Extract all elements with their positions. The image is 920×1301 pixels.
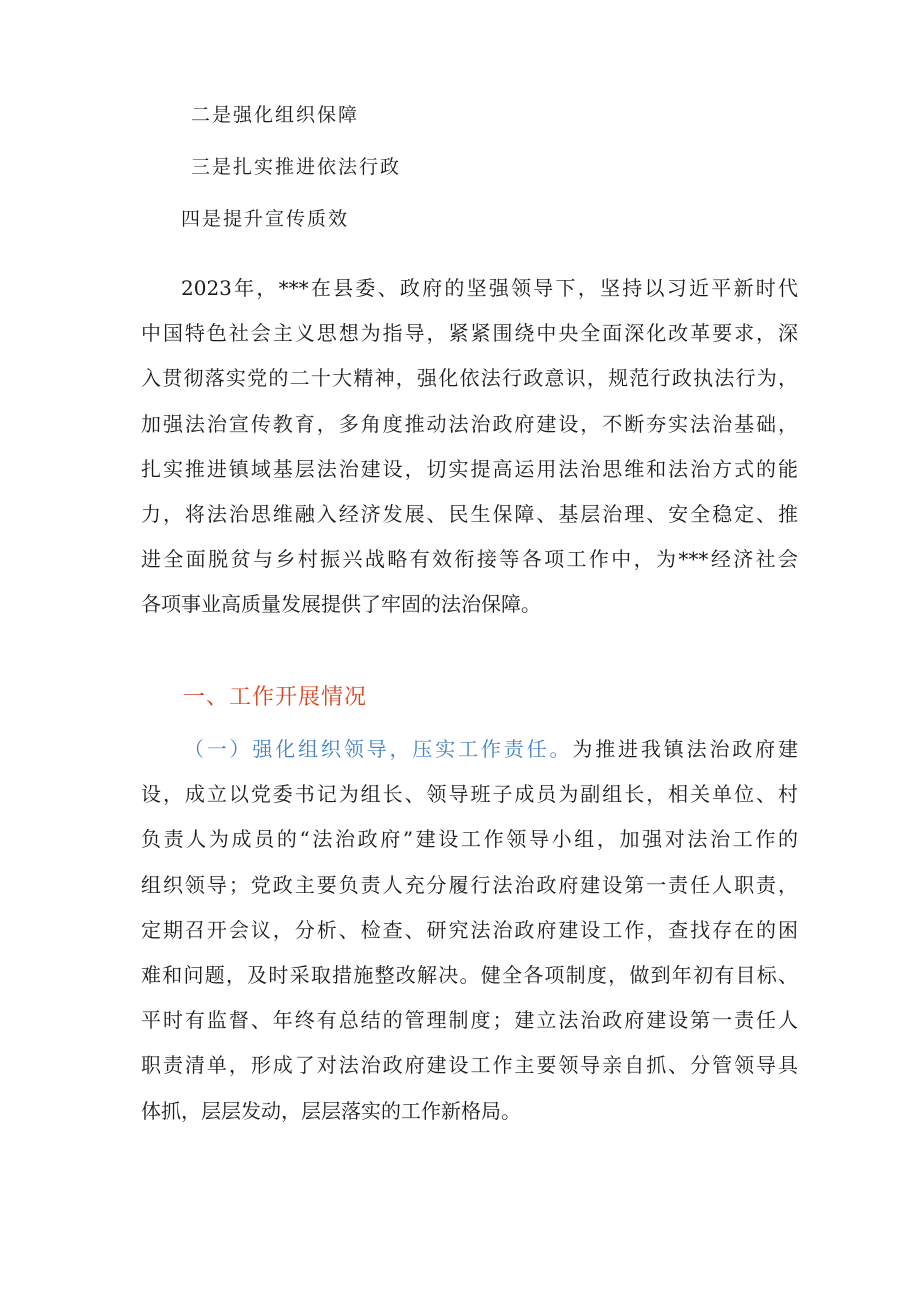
intro-line: 各项事业高质量发展提供了牢固的法治保障。: [141, 592, 541, 617]
subsection-line: 平时有监督、年终有总结的管理制度；建立法治政府建设第一责任人: [141, 1008, 798, 1033]
intro-line: 中国特色社会主义思想为指导，紧紧围绕中央全面深化改革要求，深: [141, 321, 798, 346]
subsection-line: 职责清单，形成了对法治政府建设工作主要领导亲自抓、分管领导具: [141, 1053, 798, 1078]
subsection-line: 负责人为成员的“法治政府”建设工作领导小组，加强对法治工作的: [141, 827, 798, 852]
subsection-paragraph: [141, 727, 798, 1134]
intro-paragraph: [141, 266, 798, 628]
subsection-line: 体抓，层层发动，层层落实的工作新格局。: [141, 1098, 521, 1123]
intro-line: 力，将法治思维融入经济发展、民生保障、基层治理、安全稳定、推: [141, 502, 798, 527]
section-heading: 一、工作开展情况: [183, 685, 368, 710]
intro-line: 入贯彻落实党的二十大精神，强化依法行政意识，规范行政执法行为，: [141, 366, 798, 391]
subsection-heading: （一）强化组织领导，压实工作责任。: [181, 737, 573, 761]
subsection-line: 设，成立以党委书记为组长、领导班子成员为副组长，相关单位、村: [141, 782, 798, 807]
subsection-line: 难和问题，及时采取措施整改解决。健全各项制度，做到年初有目标、: [141, 963, 798, 988]
toc-item-2: 二是强化组织保障: [191, 104, 360, 126]
subsection-first-line: （一）强化组织领导，压实工作责任。为推进我镇法治政府建: [181, 737, 798, 761]
toc-item-3: 三是扎实推进依法行政: [191, 156, 402, 178]
subsection-line: 组织领导；党政主要负责人充分履行法治政府建设第一责任人职责，: [141, 872, 798, 897]
intro-line: 2023年，***在县委、政府的坚强领导下，坚持以习近平新时代: [181, 276, 798, 300]
intro-line: 进全面脱贫与乡村振兴战略有效衔接等各项工作中，为***经济社会: [141, 547, 798, 572]
intro-line: 加强法治宣传教育，多角度推动法治政府建设，不断夯实法治基础，: [141, 411, 798, 436]
intro-line: 扎实推进镇域基层法治建设，切实提高运用法治思维和法治方式的能: [141, 456, 798, 481]
subsection-line: 定期召开会议，分析、检查、研究法治政府建设工作，查找存在的困: [141, 917, 798, 942]
toc-item-4: 四是提升宣传质效: [181, 208, 350, 230]
